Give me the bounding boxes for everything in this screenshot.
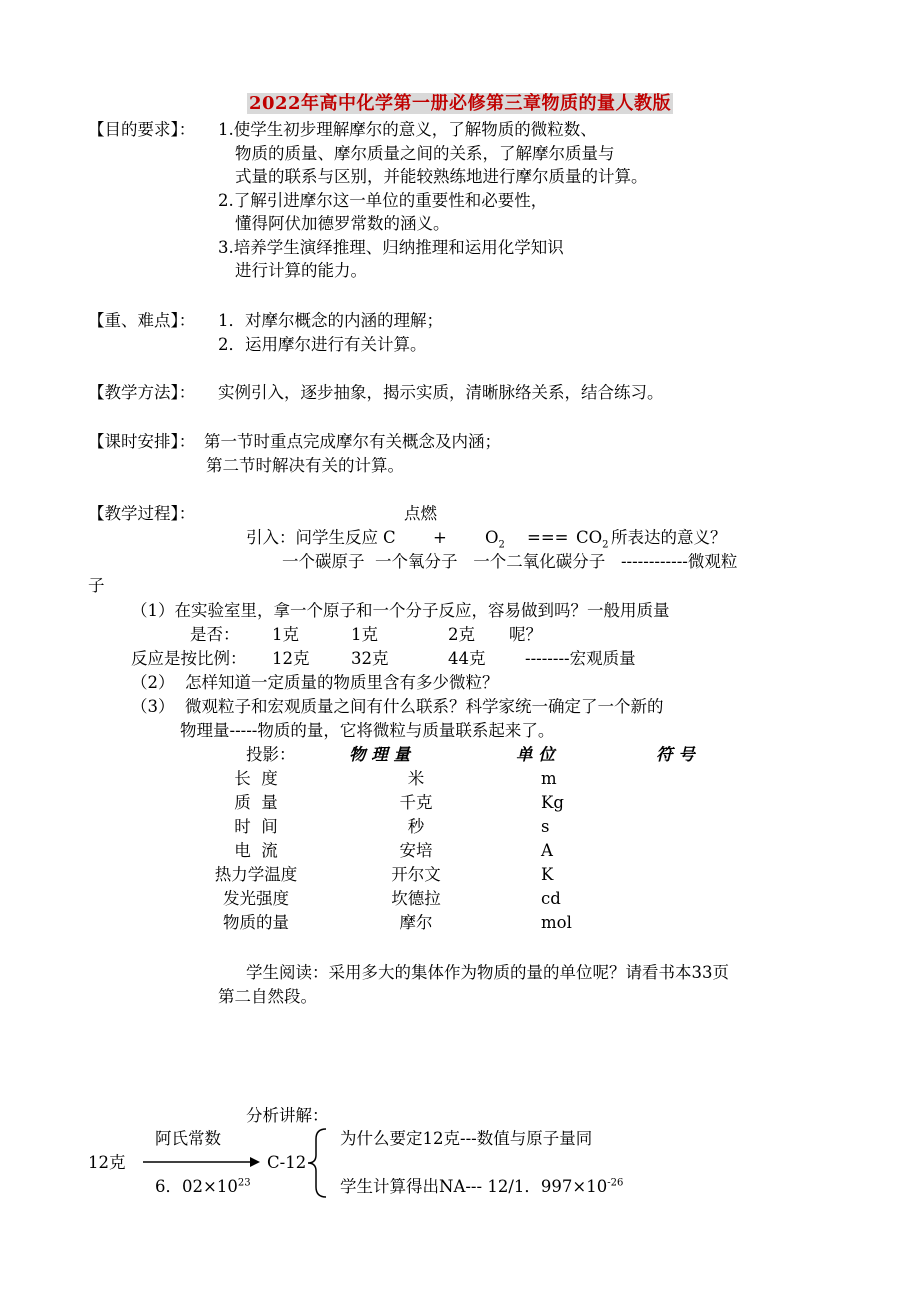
objective-line: 1.使学生初步理解摩尔的意义，了解物质的微粒数、 — [218, 120, 597, 139]
table-cell-symbol: A — [541, 841, 553, 860]
table-cell-symbol: m — [541, 769, 557, 788]
equals-sign: === — [527, 528, 569, 547]
question-1-label: 是否： — [190, 625, 240, 644]
objective-line: 懂得阿伏加德罗常数的涵义。 — [235, 214, 450, 233]
question-1: （1）在实验室里，拿一个原子和一个分子反应，容易做到吗？一般用质量 — [131, 601, 670, 620]
ratio-label: 反应是按比例： — [131, 649, 247, 668]
process-label: 【教学过程】： — [88, 504, 196, 523]
reaction-condition: 点燃 — [404, 504, 437, 523]
table-cell-symbol: cd — [541, 889, 561, 908]
table-cell-unit: 千克 — [399, 793, 433, 812]
intro-prefix: 引入：问学生反应 — [246, 528, 378, 547]
mass-value: 1克 — [272, 625, 299, 644]
table-cell-unit: 秒 — [407, 817, 425, 836]
table-header-symbol: 符 号 — [656, 745, 695, 764]
reactant-carbon: C — [383, 528, 396, 547]
schedule-line: 第一节时重点完成摩尔有关概念及内涵； — [204, 432, 501, 451]
table-cell-quantity: 长 度 — [234, 769, 278, 788]
avogadro-number: 6．$02\times 10^{23}$ — [155, 1177, 251, 1196]
ratio-value: 32克 — [351, 649, 389, 668]
branch-calculation: 学生计算得出NA--- 12/1．$997\times 10^{-26}$ — [340, 1177, 624, 1196]
table-cell-unit: 摩尔 — [399, 913, 433, 932]
table-header-unit: 单 位 — [516, 745, 555, 764]
table-cell-quantity: 电 流 — [234, 841, 278, 860]
reading-line-2: 第二自然段。 — [218, 987, 317, 1006]
table-cell-symbol: s — [541, 817, 550, 836]
document-title: 2022年高中化学第一册必修第三章物质的量人教版 — [248, 93, 672, 114]
method-label: 【教学方法】： — [88, 383, 196, 402]
objective-line: 物质的质量、摩尔质量之间的关系，了解摩尔质量与 — [235, 144, 615, 163]
table-cell-symbol: K — [541, 865, 554, 884]
table-cell-quantity: 时 间 — [234, 817, 278, 836]
question-3-line2: 物理量-----物质的量，它将微粒与质量联系起来了。 — [180, 721, 555, 740]
table-cell-quantity: 热力学温度 — [214, 865, 298, 884]
right-arrow-icon — [143, 1155, 261, 1169]
ratio-suffix: --------宏观质量 — [525, 649, 636, 668]
projection-label: 投影： — [246, 745, 296, 764]
micro-particle-line: 一个碳原子 一个氧分子 一个二氧化碳分子 ------------微观粒 — [282, 552, 738, 571]
key-point-line: 2．运用摩尔进行有关计算。 — [218, 335, 427, 354]
table-cell-symbol: mol — [541, 913, 572, 932]
table-cell-unit: 安培 — [399, 841, 433, 860]
reactant-oxygen: $O_2$ — [485, 528, 505, 551]
table-cell-quantity: 质 量 — [234, 793, 278, 812]
table-cell-quantity: 物质的量 — [223, 913, 289, 932]
plus-sign: + — [433, 528, 447, 547]
table-cell-unit: 坎德拉 — [391, 889, 441, 908]
objective-line: 式量的联系与区别，并能较熟练地进行摩尔质量的计算。 — [235, 167, 648, 186]
key-points-label: 【重、难点】： — [88, 311, 196, 330]
arrow-label-top: 阿氏常数 — [155, 1129, 221, 1148]
question-3: （3） 微观粒子和宏观质量之间有什么联系？科学家统一确定了一个新的 — [131, 697, 664, 716]
table-cell-unit: 米 — [407, 769, 425, 788]
table-cell-unit: 开尔文 — [391, 865, 441, 884]
mass-12g: 12克 — [88, 1153, 126, 1172]
branch-reason: 为什么要定12克---数值与原子量同 — [340, 1129, 593, 1148]
objectives-label: 【目的要求】： — [88, 120, 196, 139]
curly-brace-icon — [306, 1127, 328, 1199]
objective-line: 进行计算的能力。 — [235, 261, 367, 280]
carbon-12: C-12 — [267, 1153, 307, 1172]
table-cell-symbol: Kg — [541, 793, 564, 812]
objective-line: 2.了解引进摩尔这一单位的重要性和必要性， — [218, 191, 548, 210]
table-cell-quantity: 发光强度 — [223, 889, 289, 908]
mass-value: 2克 — [448, 625, 475, 644]
intro-suffix: 所表达的意义？ — [611, 528, 727, 547]
question-2: （2） 怎样知道一定质量的物质里含有多少微粒？ — [131, 673, 499, 692]
schedule-line: 第二节时解决有关的计算。 — [206, 456, 404, 475]
analysis-label: 分析讲解： — [246, 1106, 329, 1125]
micro-particle-wrap: 子 — [88, 576, 105, 595]
reading-line-1: 学生阅读：采用多大的集体作为物质的量的单位呢？请看书本33页 — [246, 963, 729, 982]
schedule-label: 【课时安排】： — [88, 432, 196, 451]
table-header-quantity: 物 理 量 — [349, 745, 410, 764]
ratio-value: 12克 — [272, 649, 310, 668]
ratio-value: 44克 — [448, 649, 486, 668]
mass-question: 呢？ — [509, 625, 542, 644]
objective-line: 3.培养学生演绎推理、归纳推理和运用化学知识 — [218, 238, 564, 257]
key-point-line: 1．对摩尔概念的内涵的理解； — [218, 311, 443, 330]
product-co2: $CO_2$ — [576, 528, 609, 551]
method-text: 实例引入，逐步抽象，揭示实质，清晰脉络关系，结合练习。 — [218, 383, 664, 402]
mass-value: 1克 — [351, 625, 378, 644]
